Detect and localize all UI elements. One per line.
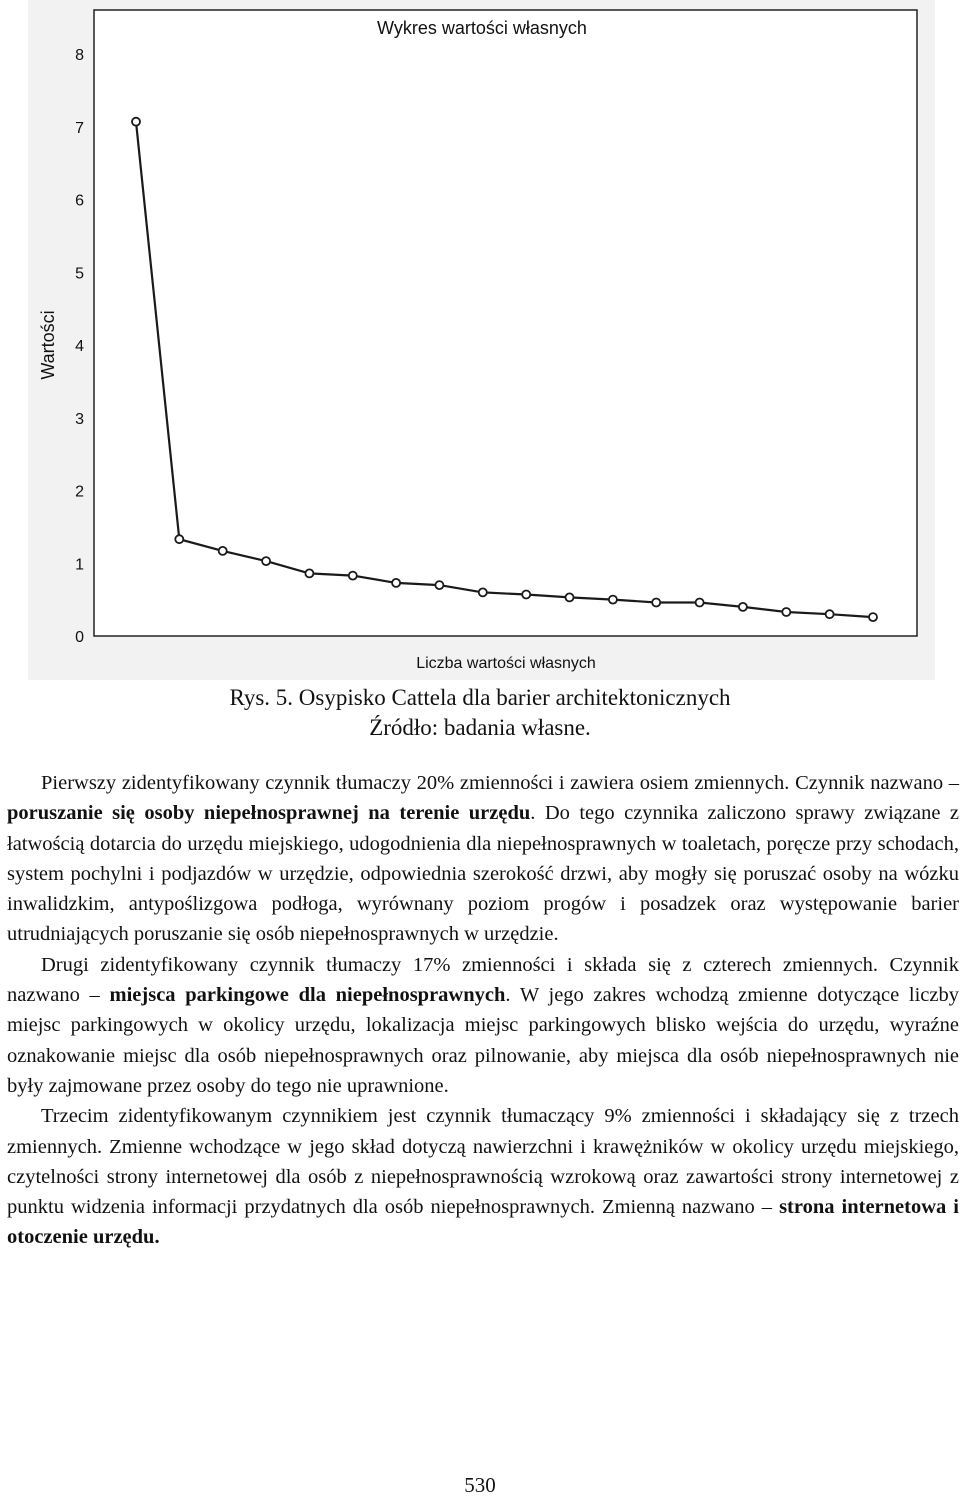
data-point [262,557,270,565]
data-point [305,569,313,577]
data-point [479,588,487,596]
y-axis-label: Wartości [38,310,58,380]
y-tick-label: 7 [75,119,84,137]
figure-source: Źródło: badania własne. [369,715,591,740]
y-tick-label: 2 [75,483,84,501]
x-axis-label: Liczba wartości własnych [416,655,596,672]
y-tick-label: 3 [75,410,84,428]
body-text [7,768,959,1253]
data-point [869,613,877,621]
y-tick-label: 8 [75,47,84,64]
plot-area [94,10,917,636]
chart-title: Wykres wartości własnych [377,18,587,38]
p2-text-2: . W jego zakres wchodzą zmienne dotyczące liczby miejsc parkingowych w okolicy urzędu, lokalizacja miejsc parkingowych blisko wejścia do urzędu, wyraźne oznakowanie miejsc dla osób niepełnosprawnych oraz pilnowanie, aby miejsca dla osób niepełnosprawnych nie były zajmowane przez osoby do tego nie uprawnione. [7,984,959,1097]
p1-text-1: Pierwszy zidentyfikowany czynnik tłumaczy 20% zmienności i zawiera osiem zmiennych. Czynnik nazwano – [41,772,959,794]
data-point [522,591,530,599]
y-tick-label: 5 [75,265,84,283]
y-tick-label: 0 [75,629,84,646]
data-point [219,547,227,555]
p1-bold-1: poruszanie się osoby niepełnosprawnej na terenie urzędu [7,802,531,825]
p1-text-2: . Do tego czynnika zaliczono sprawy związane z łatwością dotarcia do urzędu miejskiego, udogodnienia dla niepełnosprawnych w toaletach, poręcze przy schodach, system pochylni i podjazdów w urzędzie, odpowiednia szerokość drzwi, aby mogły się poruszać osoby na wózku inwalidzkim, antypoślizgowa podłoga, wyrównany poziom progów i posadzek oraz występowanie barier utrudniających poruszanie się osób niepełnosprawnych w urzędzie. [7,802,959,946]
p2-bold-1: miejsca parkingowe dla niepełnosprawnych [109,984,506,1007]
p3-text-1: Trzecim zidentyfikowanym czynnikiem jest czynnik tłumaczący 9% zmienności i składający się z trzech zmiennych. Zmienne wchodzące w jego skład dotyczą nawierzchni i krawężników w okolicy urzędu miejskiego, czytelności strony internetowej dla osób z niepełnosprawnością wzrokową oraz zawartości strony internetowej z punktu widzenia informacji przydatnych dla osób niepełnosprawnych. Zmienną nazwano – [7,1105,959,1219]
y-tick-label: 6 [75,192,84,210]
data-point [826,610,834,618]
data-point [566,593,574,601]
data-point [435,581,443,589]
paragraph-1 [7,768,959,950]
data-point [739,603,747,611]
data-point [652,599,660,607]
paragraph-3 [7,1101,959,1252]
data-point [609,596,617,604]
data-point [782,608,790,616]
figure-caption: Rys. 5. Osypisko Cattela dla barier architektonicznych [229,685,731,710]
y-tick-label: 1 [75,556,84,574]
scree-plot [28,0,935,680]
p3-bold-1: strona internetowa i otoczenie urzędu. [7,1196,959,1249]
p2-text-1: Drugi zidentyfikowany czynnik tłumaczy 17% zmienności i składa się z czterech zmiennych. Czynnik nazwano – [7,953,959,1007]
paragraph-2 [7,950,959,1101]
y-ticks [75,47,84,646]
data-point [696,599,704,607]
data-point [349,572,357,580]
data-point [132,118,140,126]
y-tick-label: 4 [75,338,84,355]
scree-plot-svg [28,0,935,680]
data-point [175,535,183,543]
page-number: 530 [464,1473,496,1497]
data-point [392,579,400,587]
